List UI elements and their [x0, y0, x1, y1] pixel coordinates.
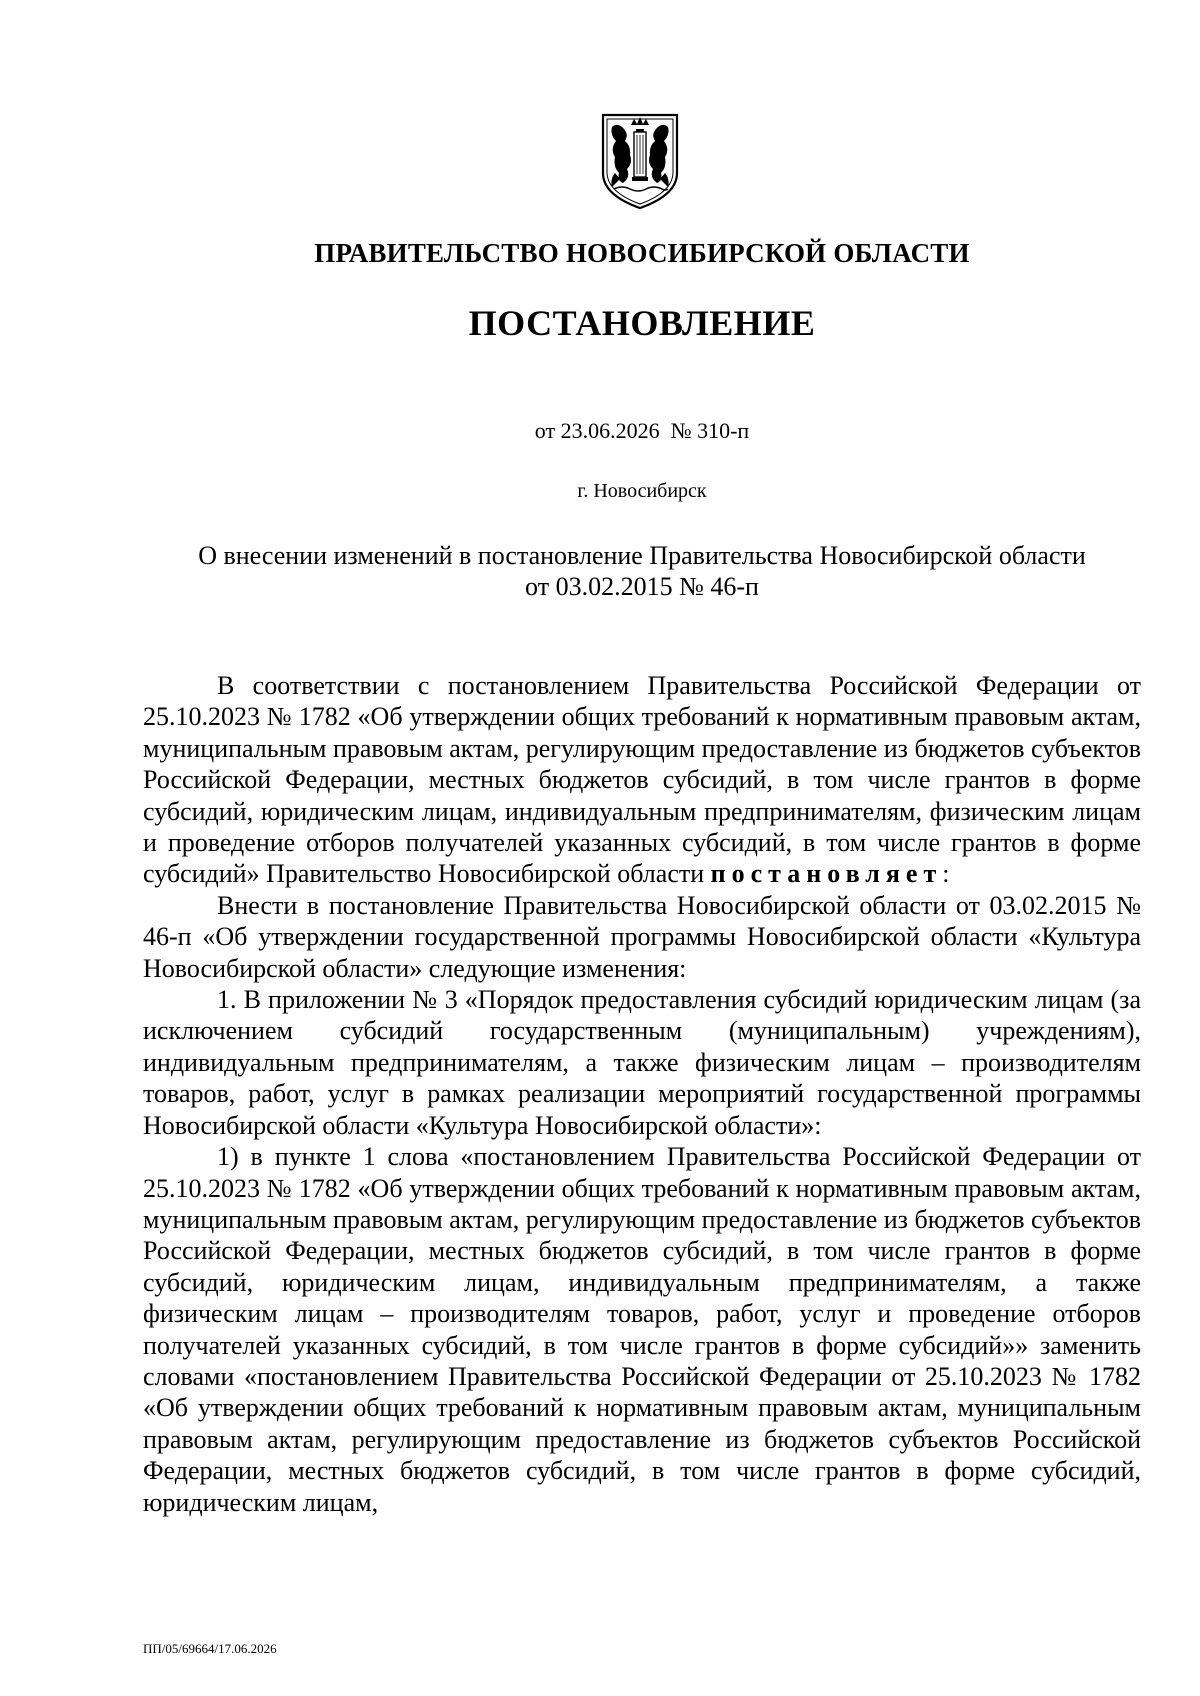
preamble-colon: :	[942, 859, 950, 889]
coat-of-arms-icon	[600, 113, 680, 211]
document-code: ПП/05/69664/17.06.2026	[143, 1641, 277, 1656]
document-subject	[150, 540, 1134, 602]
body-paragraph-preamble	[143, 670, 1141, 890]
body-paragraph-subitem-1: 1) в пункте 1 слова «постановлением Правительства Российской Федерации от 25.10.2023 № 1782 «Об утверждении общих требований к нормативным правовым актам, муниципальным правовым актам, регулирующим предоставление из бюджетов субъектов Российской Федерации, местных бюджетов субсидий, в том числе грантов в форме субсидий, юридическим лицам, индивидуальным предпринимателям, а также физическим лицам – производителям товаров, работ, услуг и проведение отборов получателей указанных субсидий, в том числе грантов в форме субсидий»» заменить словами «постановлением Правительства Российской Федерации от 25.10.2023 № 1782 «Об утверждении общих требований к нормативным правовым актам, муниципальным правовым актам, регулирующим предоставление из бюджетов субъектов Российской Федерации, местных бюджетов субсидий, в том числе грантов в форме субсидий, юридическим лицам,	[143, 1142, 1141, 1517]
document-type-title: ПОСТАНОВЛЕНИЕ	[468, 303, 816, 343]
subject-line-1: О внесении изменений в постановление Правительства Новосибирской области	[198, 541, 1086, 570]
government-name: ПРАВИТЕЛЬСТВО НОВОСИБИРСКОЙ ОБЛАСТИ	[314, 238, 970, 268]
body-paragraph-item-1: 1. В приложении № 3 «Порядок предоставления субсидий юридическим лицам (за исключением субсидий государственным (муниципальным) учреждениям), индивидуальным предпринимателям, а также физическим лицам – производителям товаров, работ, услуг в рамках реализации мероприятий государственной программы Новосибирской области «Культура Новосибирской области»:	[143, 985, 1141, 1140]
document-body	[143, 670, 1141, 1518]
city-name: г. Новосибирск	[577, 480, 707, 502]
body-paragraph-amend: Внести в постановление Правительства Новосибирской области от 03.02.2015 № 46-п «Об утверждении государственной программы Новосибирской области «Культура Новосибирской области» следующие изменения:	[143, 890, 1141, 983]
date-and-number: от 23.06.2026 № 310-п	[534, 418, 750, 443]
subject-line-2: от 03.02.2015 № 46-п	[525, 572, 759, 601]
resolves-word: постановляет	[710, 859, 943, 889]
preamble-text: В соответствии с постановлением Правительства Российской Федерации от 25.10.2023 № 1782 «Об утверждении общих требований к нормативным правовым актам, муниципальным правовым актам, регулирующим предоставление из бюджетов субъектов Российской Федерации, местных бюджетов субсидий, в том числе грантов в форме субсидий, юридическим лицам, индивидуальным предпринимателям, физическим лицам и проведение отборов получателей указанных субсидий, в том числе грантов в форме субсидий» Правительство Новосибирской области	[143, 671, 1141, 889]
